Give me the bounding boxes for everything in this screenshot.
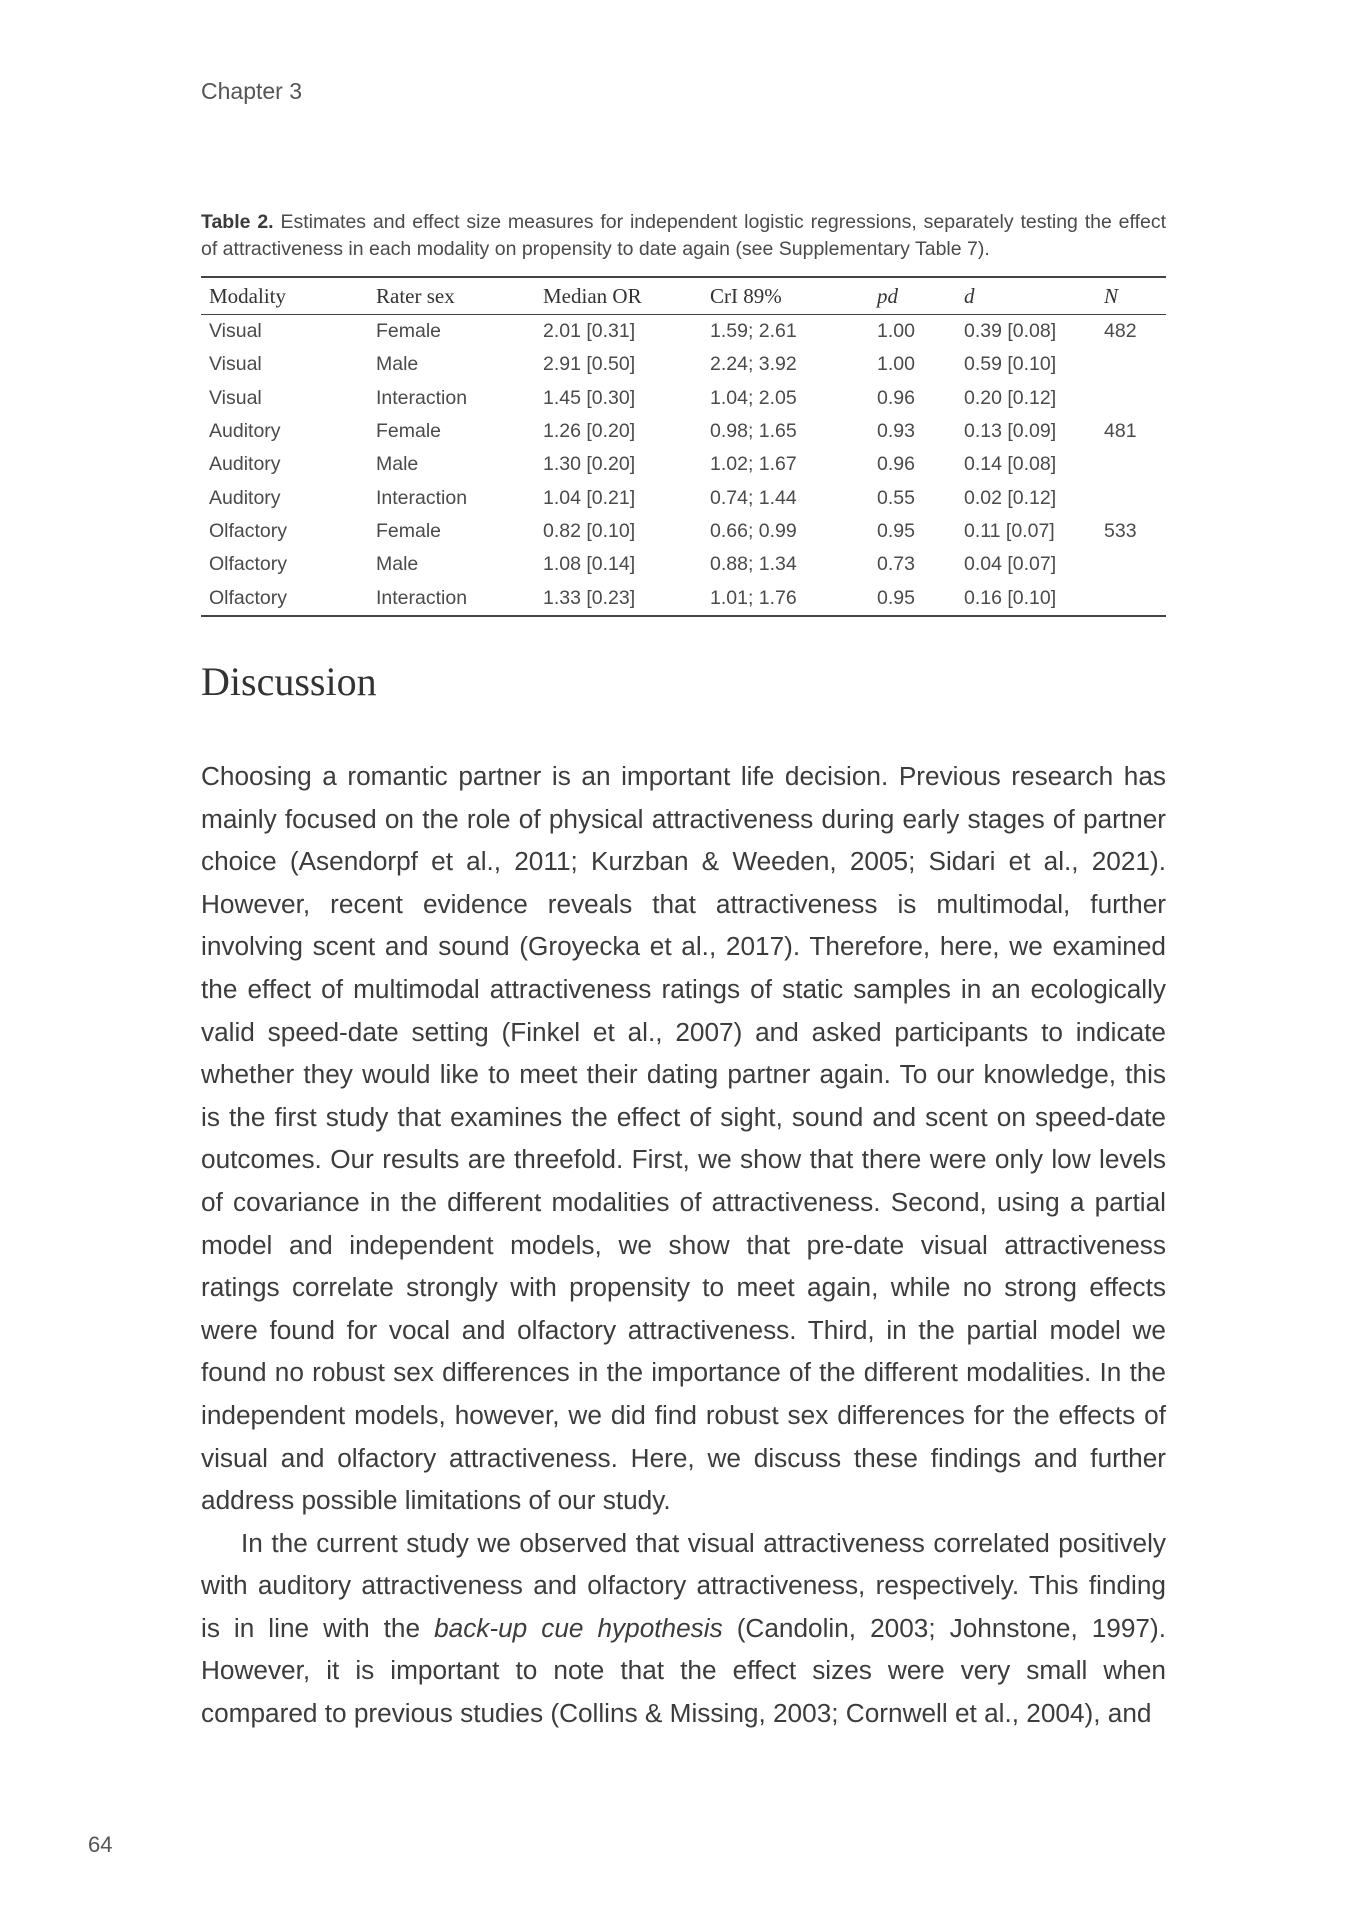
cell-rater-sex: Female [376, 420, 442, 443]
cell-d: 0.04 [0.07] [964, 553, 1057, 576]
cell-d: 0.39 [0.08] [964, 320, 1057, 343]
cell-pd: 0.95 [877, 519, 915, 542]
cell-median-or: 1.30 [0.20] [543, 453, 636, 476]
table-caption-text: Estimates and effect size measures for independent logistic regressions, separately testing the effect of attractiveness in each modality on propensity to date again (see Supplementary Table 7). [201, 211, 1167, 260]
cell-d: 0.02 [0.12] [964, 486, 1057, 509]
cell-pd: 0.96 [877, 453, 915, 476]
cell-modality: Auditory [209, 420, 281, 443]
cell-cri: 1.59; 2.61 [710, 320, 797, 343]
cell-pd: 0.95 [877, 586, 915, 609]
cell-rater-sex: Interaction [376, 386, 468, 409]
cell-modality: Visual [209, 386, 262, 409]
cell-d: 0.59 [0.10] [964, 353, 1057, 376]
cell-modality: Visual [209, 353, 262, 376]
header-d: d [964, 283, 975, 308]
cell-cri: 1.04; 2.05 [710, 386, 797, 409]
cell-median-or: 1.45 [0.30] [543, 386, 636, 409]
cell-rater-sex: Male [376, 353, 419, 376]
results-table [201, 276, 1166, 617]
cell-pd: 0.55 [877, 486, 915, 509]
cell-rater-sex: Male [376, 453, 419, 476]
cell-modality: Auditory [209, 486, 281, 509]
table-row [201, 448, 1166, 481]
cell-rater-sex: Male [376, 553, 419, 576]
cell-d: 0.13 [0.09] [964, 420, 1057, 443]
header-modality: Modality [209, 283, 286, 308]
cell-median-or: 1.26 [0.20] [543, 420, 636, 443]
cell-median-or: 0.82 [0.10] [543, 519, 636, 542]
cell-n [1096, 581, 1166, 615]
cell-cri: 0.88; 1.34 [710, 553, 797, 576]
table-row [201, 548, 1166, 581]
table-caption-label: Table 2. [201, 211, 274, 233]
cell-pd: 0.96 [877, 386, 915, 409]
cell-n: 533 [1104, 519, 1137, 542]
cell-modality: Olfactory [209, 519, 288, 542]
table-row [201, 415, 1166, 448]
body-text [201, 755, 1166, 1735]
header-n: N [1104, 283, 1119, 308]
cell-cri: 0.74; 1.44 [710, 486, 797, 509]
table-row [201, 481, 1166, 514]
paragraph-2-after: (Candolin, 2003; Johnstone, 1997). However, it is important to note that the effect sizes were very small when compared to previous studies (Collins & Missing, 2003; Cornwell et al., 2004), and [201, 1612, 1166, 1729]
cell-d: 0.14 [0.08] [964, 453, 1057, 476]
cell-n: 482 [1104, 320, 1137, 343]
header-cri: CrI 89% [710, 283, 782, 308]
cell-rater-sex: Interaction [376, 486, 468, 509]
paragraph-2 [201, 1522, 1166, 1735]
cell-modality: Auditory [209, 453, 281, 476]
table-row [201, 581, 1166, 615]
header-median-or: Median OR [543, 283, 642, 308]
table-row [201, 315, 1166, 349]
table-caption [201, 209, 1166, 263]
cell-pd: 0.93 [877, 420, 915, 443]
cell-modality: Visual [209, 320, 262, 343]
cell-n [1096, 382, 1166, 415]
table-row [201, 348, 1166, 381]
table-header-row [201, 277, 1166, 315]
cell-median-or: 1.33 [0.23] [543, 586, 636, 609]
cell-cri: 2.24; 3.92 [710, 353, 797, 376]
cell-rater-sex: Female [376, 320, 442, 343]
header-rater-sex: Rater sex [376, 283, 455, 308]
paragraph-2-before: In the current study we observed that visual attractiveness correlated positively with auditory attractiveness and olfactory attractiveness, respectively. This finding is in line with the [201, 1527, 1166, 1643]
cell-d: 0.20 [0.12] [964, 386, 1057, 409]
cell-pd: 1.00 [877, 320, 915, 343]
cell-cri: 1.02; 1.67 [710, 453, 797, 476]
cell-n [1096, 448, 1166, 481]
page-number: 64 [88, 1832, 113, 1857]
cell-n [1096, 548, 1166, 581]
header-pd: pd [877, 283, 898, 308]
table-row [201, 382, 1166, 415]
table-body [201, 315, 1166, 616]
cell-rater-sex: Female [376, 519, 442, 542]
cell-median-or: 1.08 [0.14] [543, 553, 636, 576]
cell-d: 0.16 [0.10] [964, 586, 1057, 609]
table-row [201, 515, 1166, 548]
section-title: Discussion [201, 659, 377, 704]
cell-pd: 1.00 [877, 353, 915, 376]
cell-pd: 0.73 [877, 553, 915, 576]
running-head: Chapter 3 [201, 78, 303, 104]
cell-rater-sex: Interaction [376, 586, 468, 609]
cell-median-or: 1.04 [0.21] [543, 486, 636, 509]
cell-n [1096, 481, 1166, 514]
paragraph-1: Choosing a romantic partner is an important life decision. Previous research has mainly focused on the role of physical attractiveness during early stages of partner choice (Asendorpf et al., 2011; Kurzban & Weeden, 2005; Sidari et al., 2021). However, recent evidence reveals that attractiveness is multimodal, further involving scent and sound (Groyecka et al., 2017). Therefore, here, we examined the effect of multimodal attractiveness ratings of static samples in an ecologically valid speed-date setting (Finkel et al., 2007) and asked participants to indicate whether they would like to meet their dating partner again. To our knowledge, this is the first study that examines the effect of sight, sound and scent on speed-date outcomes. Our results are threefold. First, we show that there were only low levels of covariance in the different modalities of attractiveness. Second, using a partial model and independent models, we show that pre-date visual attractiveness ratings correlate strongly with propensity to meet again, while no strong effects were found for vocal and olfactory attractiveness. Third, in the partial model we found no robust sex differences in the importance of the different modalities. In the independent models, however, we did find robust sex differences for the effects of visual and olfactory attractiveness. Here, we discuss these findings and further address possible limitations of our study. [201, 761, 1166, 1516]
cell-cri: 0.98; 1.65 [710, 420, 797, 443]
cell-cri: 0.66; 0.99 [710, 519, 797, 542]
cell-cri: 1.01; 1.76 [710, 586, 797, 609]
cell-n: 481 [1104, 420, 1137, 443]
cell-modality: Olfactory [209, 553, 288, 576]
cell-median-or: 2.91 [0.50] [543, 353, 636, 376]
cell-modality: Olfactory [209, 586, 288, 609]
cell-d: 0.11 [0.07] [964, 519, 1055, 542]
paragraph-2-emphasis: back-up cue hypothesis [434, 1612, 723, 1643]
cell-n [1096, 348, 1166, 381]
cell-median-or: 2.01 [0.31] [543, 320, 636, 343]
